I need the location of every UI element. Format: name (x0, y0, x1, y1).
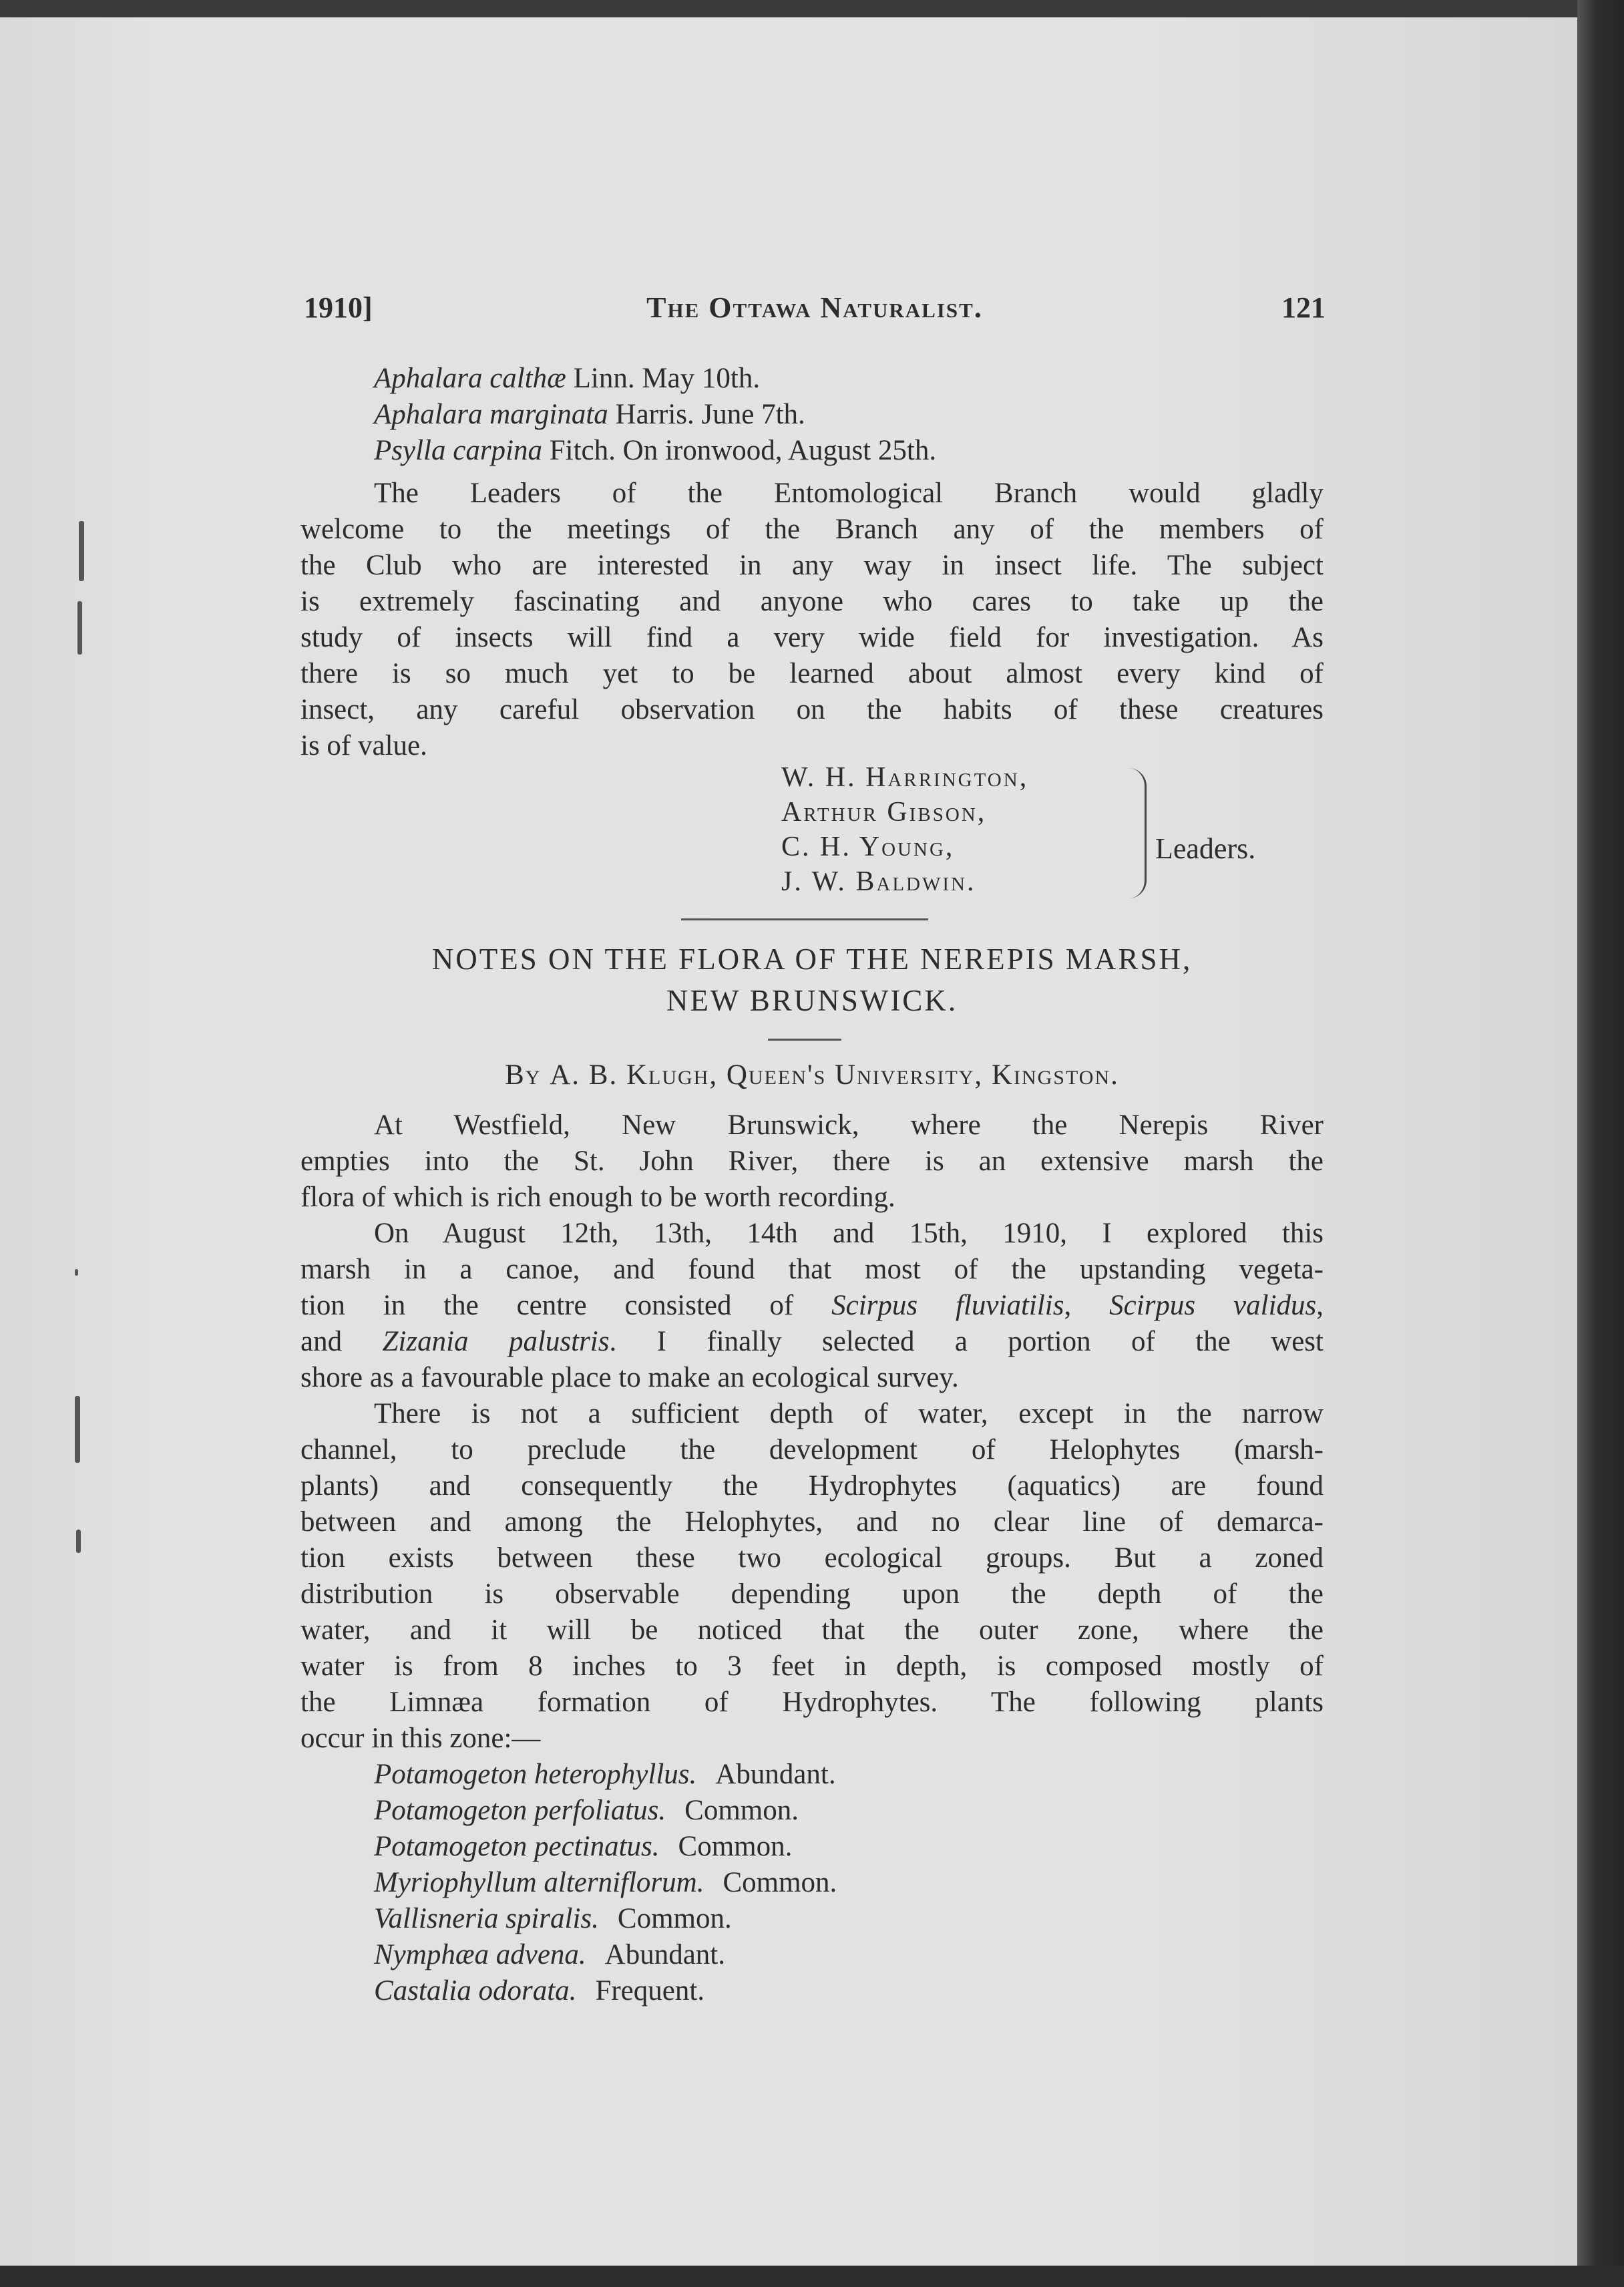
leader-name: J. W. Baldwin. (781, 866, 976, 897)
plant-entry: Potamogeton pectinatus. Common. (374, 1831, 793, 1862)
paragraph-line: channel, to preclude the development of Helophytes (marsh- (300, 1434, 1324, 1465)
paragraph-line: flora of which is rich enough to be worth recording. (300, 1182, 895, 1213)
byline: By A. B. Klugh, Queen's University, Kingston. (505, 1059, 1119, 1091)
article-title: NOTES ON THE FLORA OF THE NEREPIS MARSH, (431, 942, 1193, 976)
plant-entry: Nymphæa advena. Abundant. (374, 1939, 726, 1970)
record-line: Aphalara marginata Harris. June 7th. (374, 399, 805, 430)
paragraph-line: water is from 8 inches to 3 feet in depth, is composed mostly of (300, 1650, 1324, 1682)
paragraph-line: the Limnæa formation of Hydrophytes. The following plants (300, 1687, 1324, 1718)
paragraph-line: occur in this zone:— (300, 1723, 541, 1754)
paragraph-line: distribution is observable depending upon the depth of the (300, 1578, 1324, 1610)
paragraph-line: empties into the St. John River, there is an extensive marsh the (300, 1146, 1324, 1177)
paragraph-line: At Westfield, New Brunswick, where the Nerepis River (374, 1109, 1324, 1141)
paragraph-line: between and among the Helophytes, and no clear line of demarca- (300, 1506, 1324, 1538)
paragraph-line: the Club who are interested in any way in insect life. The subject (300, 550, 1324, 581)
plant-entry: Potamogeton heterophyllus. Abundant. (374, 1759, 836, 1790)
margin-mark (75, 1396, 80, 1463)
paragraph-line: shore as a favourable place to make an ecological survey. (300, 1362, 959, 1393)
record-line: Psylla carpina Fitch. On ironwood, August 25th. (374, 435, 937, 466)
leader-name: Arthur Gibson, (781, 797, 987, 828)
paragraph-line: is of value. (300, 730, 427, 761)
plant-entry: Potamogeton perfoliatus. Common. (374, 1795, 799, 1826)
paragraph-line: tion in the centre consisted of Scirpus fluviatilis, Scirpus validus, (300, 1290, 1324, 1321)
paragraph-line: is extremely fascinating and anyone who cares to take up the (300, 586, 1324, 617)
paragraph-line: On August 12th, 13th, 14th and 15th, 1910, I explored this (374, 1218, 1324, 1249)
running-header (304, 291, 1326, 331)
plant-entry: Myriophyllum alterniflorum. Common. (374, 1867, 837, 1898)
leaders-label: Leaders. (1155, 832, 1256, 865)
margin-mark (76, 1530, 81, 1553)
scan-bottom-border (0, 2266, 1624, 2287)
margin-mark (75, 1269, 78, 1276)
margin-mark (77, 601, 82, 655)
header-year: 1910] (304, 291, 373, 324)
leader-name: W. H. Harrington, (781, 762, 1029, 793)
paragraph-line: welcome to the meetings of the Branch any of the members of (300, 514, 1324, 545)
article-title-line2: NEW BRUNSWICK. (666, 984, 958, 1017)
scan-top-border (0, 0, 1624, 17)
header-journal: The Ottawa Naturalist. (646, 291, 983, 324)
scan-right-border (1577, 0, 1624, 2287)
paragraph-line: tion exists between these two ecological groups. But a zoned (300, 1542, 1324, 1574)
paragraph-line: The Leaders of the Entomological Branch would gladly (374, 478, 1324, 509)
page-number: 121 (1281, 291, 1326, 324)
plant-entry: Castalia odorata. Frequent. (374, 1975, 705, 2006)
paragraph-line: and Zizania palustris. I finally selected a portion of the west (300, 1326, 1324, 1357)
record-line: Aphalara calthæ Linn. May 10th. (374, 363, 761, 394)
paragraph-line: plants) and consequently the Hydrophytes (aquatics) are found (300, 1470, 1324, 1502)
leaders-brace (1129, 768, 1147, 898)
leader-name: C. H. Young, (781, 832, 955, 862)
paragraph-line: water, and it will be noticed that the outer zone, where the (300, 1614, 1324, 1646)
paragraph-line: there is so much yet to be learned about almost every kind of (300, 658, 1324, 689)
paragraph-line: insect, any careful observation on the habits of these creatures (300, 694, 1324, 725)
paragraph-line: There is not a sufficient depth of water, except in the narrow (374, 1398, 1324, 1429)
title-divider (768, 1039, 841, 1041)
paragraph-line: marsh in a canoe, and found that most of the upstanding vegeta- (300, 1254, 1324, 1285)
section-divider (681, 918, 928, 920)
paragraph-line: study of insects will find a very wide field for investigation. As (300, 622, 1324, 653)
plant-entry: Vallisneria spiralis. Common. (374, 1903, 732, 1934)
margin-mark (79, 521, 84, 581)
